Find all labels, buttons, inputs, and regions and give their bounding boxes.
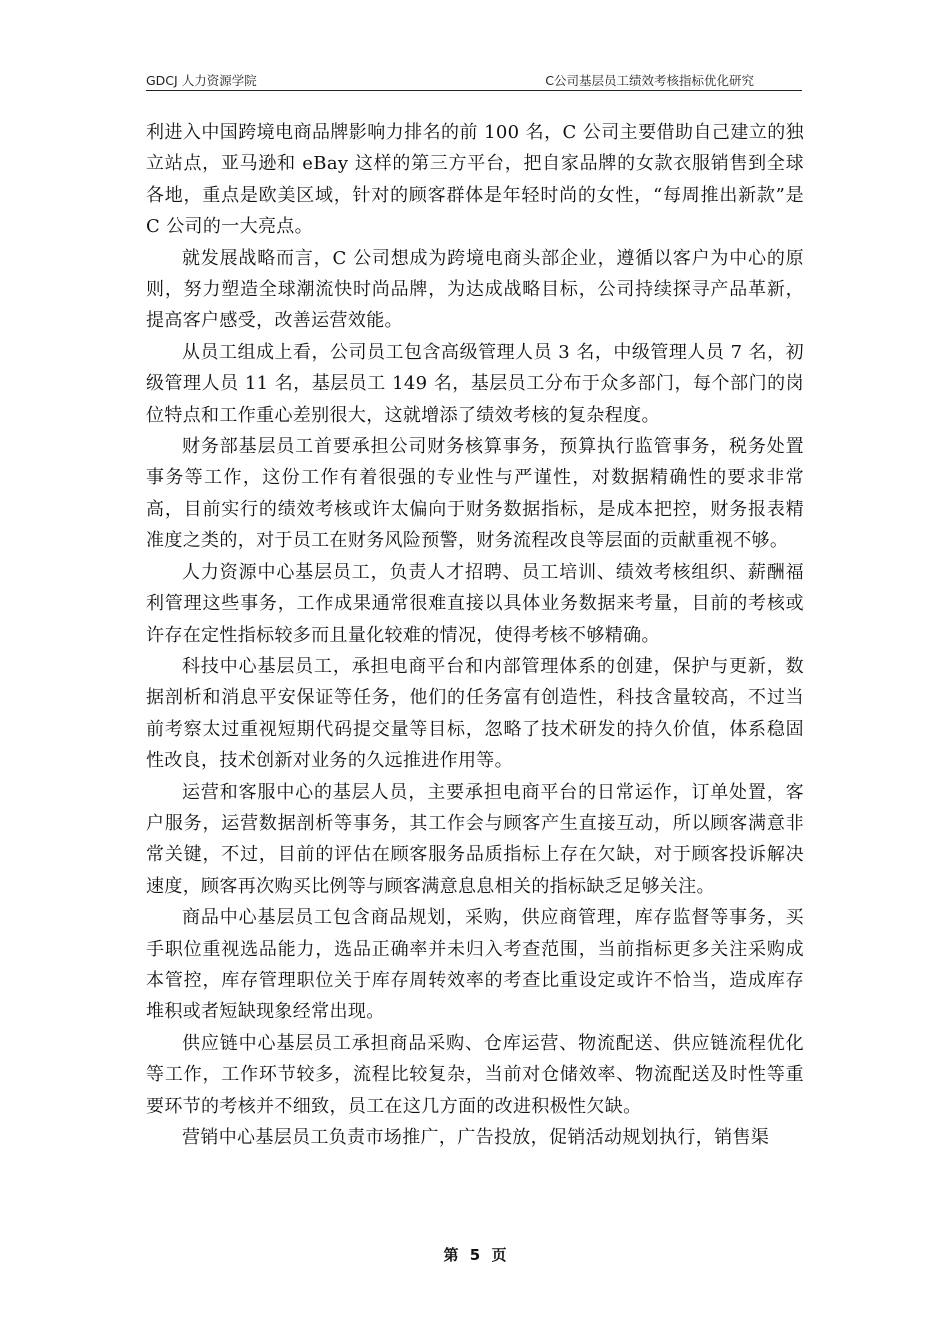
page-footer xyxy=(0,1244,950,1265)
paragraph: 商品中心基层员工包含商品规划，采购，供应商管理，库存监督等事务，买手职位重视选品能力，选品正确率并未归入考查范围，当前指标更多关注采购成本管控，库存管理职位关于库存周转效率的考查比重设定或许不恰当，造成库存堆积或者短缺现象经常出现。 xyxy=(146,907,804,1023)
header-institution: GDCJ 人力资源学院 xyxy=(146,73,257,88)
paragraph: 供应链中心基层员工承担商品采购、仓库运营、物流配送、供应链流程优化等工作，工作环节较多，流程比较复杂，当前对仓储效率、物流配送及时性等重要环节的考核并不细致，员工在这几方面的改进积极性欠缺。 xyxy=(146,1032,804,1117)
paragraph: 就发展战略而言，C 公司想成为跨境电商头部企业，遵循以客户为中心的原则，努力塑造全球潮流快时尚品牌，为达成战略目标，公司持续探寻产品革新，提高客户感受，改善运营效能。 xyxy=(146,247,804,332)
document-body xyxy=(146,117,804,1153)
page-header xyxy=(146,70,802,91)
header-document-title: C公司基层员工绩效考核指标优化研究 xyxy=(545,73,754,88)
paragraph: 运营和客服中心的基层人员，主要承担电商平台的日常运作，订单处置，客户服务，运营数据剖析等事务，其工作会与顾客产生直接互动，所以顾客满意非常关键，不过，目前的评估在顾客服务品质指标上存在欠缺，对于顾客投诉解决速度，顾客再次购买比例等与顾客满意息息相关的指标缺乏足够关注。 xyxy=(146,781,804,897)
paragraph: 科技中心基层员工，承担电商平台和内部管理体系的创建，保护与更新，数据剖析和消息平安保证等任务，他们的任务富有创造性，科技含量较高，不过当前考察太过重视短期代码提交量等目标，忽略了技术研发的持久价值，体系稳固性改良，技术创新对业务的久远推进作用等。 xyxy=(146,655,804,772)
paragraph-continued: 利进入中国跨境电商品牌影响力排名的前 100 名，C 公司主要借助自己建立的独立站点，亚马逊和 eBay 这样的第三方平台，把自家品牌的女款衣服销售到全球各地，重点是欧美区域，针对的顾客群体是年轻时尚的女性，“每周推出新款”是 C 公司的一大亮点。 xyxy=(146,122,804,238)
paragraph: 财务部基层员工首要承担公司财务核算事务，预算执行监管事务，税务处置事务等工作，这份工作有着很强的专业性与严谨性，对数据精确性的要求非常高，目前实行的绩效考核或许太偏向于财务数据指标，是成本把控，财务报表精准度之类的，对于员工在财务风险预警，财务流程改良等层面的贡献重视不够。 xyxy=(146,436,804,552)
page-label-prefix: 第 xyxy=(443,1246,459,1264)
page-label-suffix: 页 xyxy=(491,1246,507,1264)
paragraph: 从员工组成上看，公司员工包含高级管理人员 3 名，中级管理人员 7 名，初级管理人员 11 名，基层员工 149 名，基层员工分布于众多部门，每个部门的岗位特点和工作重心差别很大，这就增添了绩效考核的复杂程度。 xyxy=(146,341,804,426)
paragraph: 人力资源中心基层员工，负责人才招聘、员工培训、绩效考核组织、薪酬福利管理这些事务，工作成果通常很难直接以具体业务数据来考量，目前的考核或许存在定性指标较多而且量化较难的情况，使得考核不够精确。 xyxy=(146,561,804,646)
page-number: 5 xyxy=(469,1246,481,1264)
paragraph: 营销中心基层员工负责市场推广，广告投放，促销活动规划执行，销售渠 xyxy=(182,1127,770,1148)
